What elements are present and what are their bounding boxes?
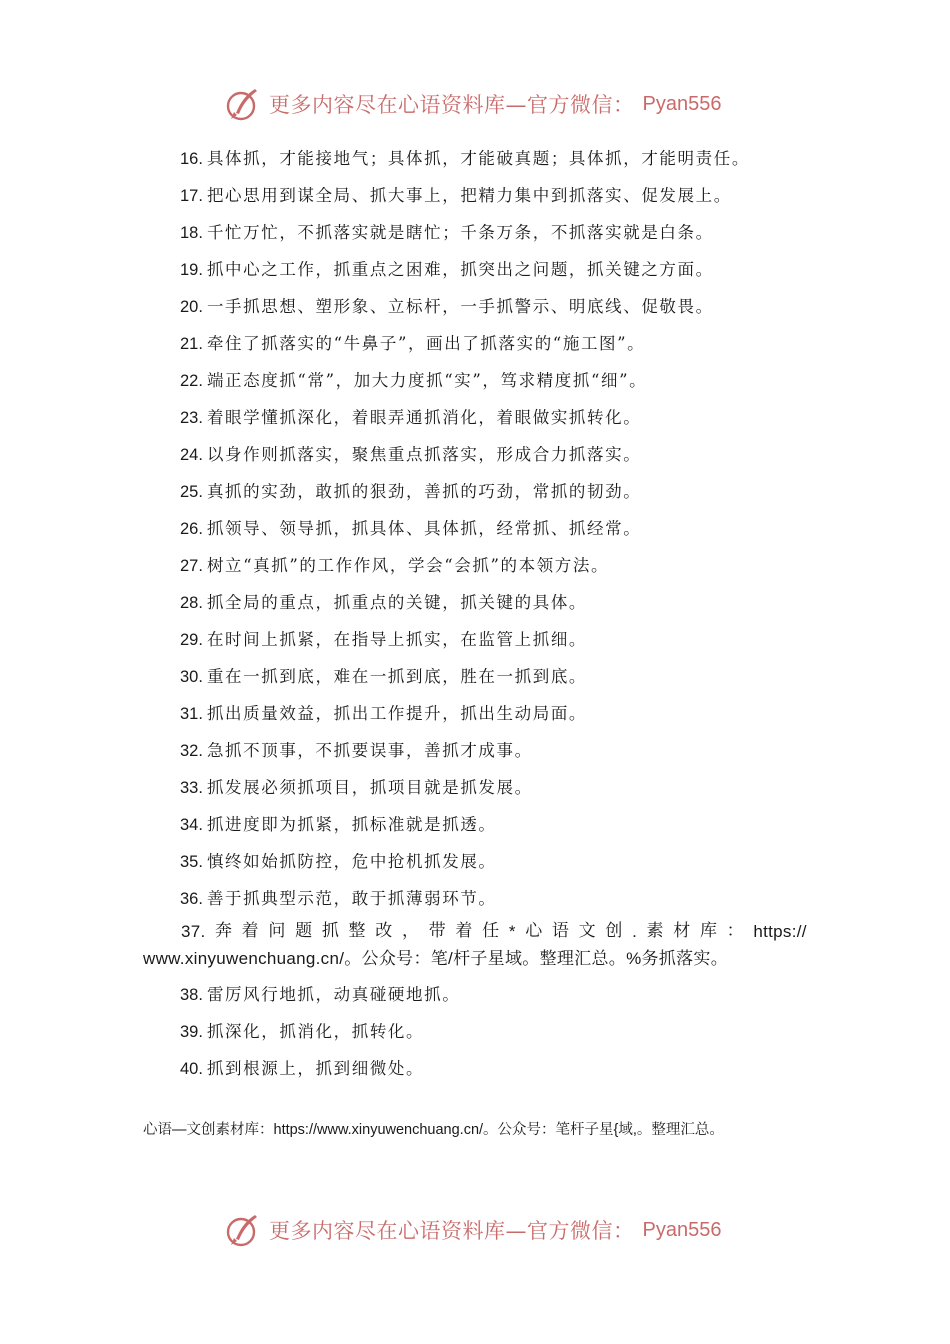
item-37-token: 材 [673, 921, 691, 941]
banner-wechat-id: Pyan556 [642, 92, 722, 115]
item-37-token: 改 [375, 921, 393, 941]
source-note: 心语—文创素材库：https://www.xinyuwenchuang.cn/。公众号：笔杆子星{域,。整理汇总。 [143, 1122, 724, 1138]
list-item: 36. 善于抓典型示范，敢于抓薄弱环节。 [180, 889, 497, 908]
banner-text: 更多内容尽在心语资料库—官方微信： [269, 1219, 635, 1243]
list-item: 20. 一手抓思想、塑形象、立标杆，一手抓警示、明底线、促敬畏。 [180, 297, 714, 316]
list-item: 35. 慎终如始抓防控，危中抢机抓发展。 [180, 852, 497, 871]
list-item: 33. 抓发展必须抓项目，抓项目就是抓发展。 [180, 778, 533, 797]
item-37-line1 [143, 918, 807, 945]
item-37-token: . [632, 922, 638, 941]
quill-logo-icon [225, 1212, 261, 1248]
item-37-token: 问 [268, 921, 286, 941]
list-item: 32. 急抓不顶事，不抓要误事，善抓才成事。 [180, 741, 533, 760]
list-item: 22. 端正态度抓“常”，加大力度抓“实”，笃求精度抓“细”。 [180, 371, 648, 390]
banner-wechat-id: Pyan556 [642, 1218, 722, 1241]
phrase-list [180, 142, 820, 919]
list-item: 31. 抓出质量效益，抓出工作提升，抓出生动局面。 [180, 704, 588, 723]
item-37-token: 心 [525, 921, 543, 941]
item-37-token: 题 [295, 921, 313, 941]
list-item: 16. 具体抓，才能接地气；具体抓，才能破真题；具体抓，才能明责任。 [180, 149, 750, 168]
list-item: 34. 抓进度即为抓紧，抓标准就是抓透。 [180, 815, 497, 834]
list-item: 17. 把心思用到谋全局、抓大事上，把精力集中到抓落实、促发展上。 [180, 186, 732, 205]
item-37-token: 抓 [321, 921, 340, 941]
list-item: 28. 抓全局的重点，抓重点的关键，抓关键的具体。 [180, 593, 588, 612]
phrase-list-continued [180, 978, 820, 1089]
list-item: 30. 重在一抓到底，难在一抓到底，胜在一抓到底。 [180, 667, 588, 686]
list-item: 19. 抓中心之工作，抓重点之困难，抓突出之问题，抓关键之方面。 [180, 260, 714, 279]
item-37-token: 任 [482, 921, 500, 941]
footer-banner [225, 1210, 725, 1250]
list-item: 26. 抓领导、领导抓，抓具体、具体抓，经常抓、抓经常。 [180, 519, 642, 538]
item-37-token: 着 [455, 921, 473, 941]
list-item: 24. 以身作则抓落实，聚焦重点抓落实，形成合力抓落实。 [180, 445, 642, 464]
list-item: 27. 树立“真抓”的工作作风，学会“会抓”的本领方法。 [180, 556, 610, 575]
item-37-token: 整 [348, 921, 366, 941]
list-item: 39. 抓深化，抓消化，抓转化。 [180, 1022, 425, 1041]
header-banner [225, 84, 725, 124]
banner-text: 更多内容尽在心语资料库—官方微信： [269, 93, 635, 117]
item-37-token: 文 [578, 921, 596, 941]
item-37-token: 37. [181, 922, 206, 941]
list-item: 23. 着眼学懂抓深化，着眼弄通抓消化，着眼做实抓转化。 [180, 408, 642, 427]
item-37-token: ， [401, 921, 420, 941]
item-37-token: 库 [699, 921, 718, 941]
list-item: 40. 抓到根源上，抓到细微处。 [180, 1059, 425, 1078]
item-37-token: 语 [551, 921, 570, 941]
item-37-token: 带 [428, 921, 447, 941]
item-37-token: 创 [605, 921, 623, 941]
item-37-token: 素 [646, 921, 664, 941]
item-37-token: https:// [753, 922, 807, 941]
item-37-token: 奔 [214, 921, 233, 941]
list-item-37 [143, 918, 807, 972]
list-item: 38. 雷厉风行地抓，动真碰硬地抓。 [180, 985, 461, 1004]
list-item: 18. 千忙万忙，不抓落实就是瞎忙；千条万条，不抓落实就是白条。 [180, 223, 714, 242]
list-item: 25. 真抓的实劲，敢抓的狠劲，善抓的巧劲，常抓的韧劲。 [180, 482, 642, 501]
item-37-token: ： [726, 921, 744, 941]
item-37-line2: www.xinyuwenchuang.cn/。公众号：笔/杆子星域。整理汇总。%务抓落实。 [143, 949, 728, 968]
item-37-token: * [508, 922, 516, 941]
list-item: 21. 牵住了抓落实的“牛鼻子”，画出了抓落实的“施工图”。 [180, 334, 646, 353]
quill-logo-icon [225, 86, 261, 122]
item-37-token: 着 [241, 921, 259, 941]
list-item: 29. 在时间上抓紧，在指导上抓实，在监管上抓细。 [180, 630, 588, 649]
